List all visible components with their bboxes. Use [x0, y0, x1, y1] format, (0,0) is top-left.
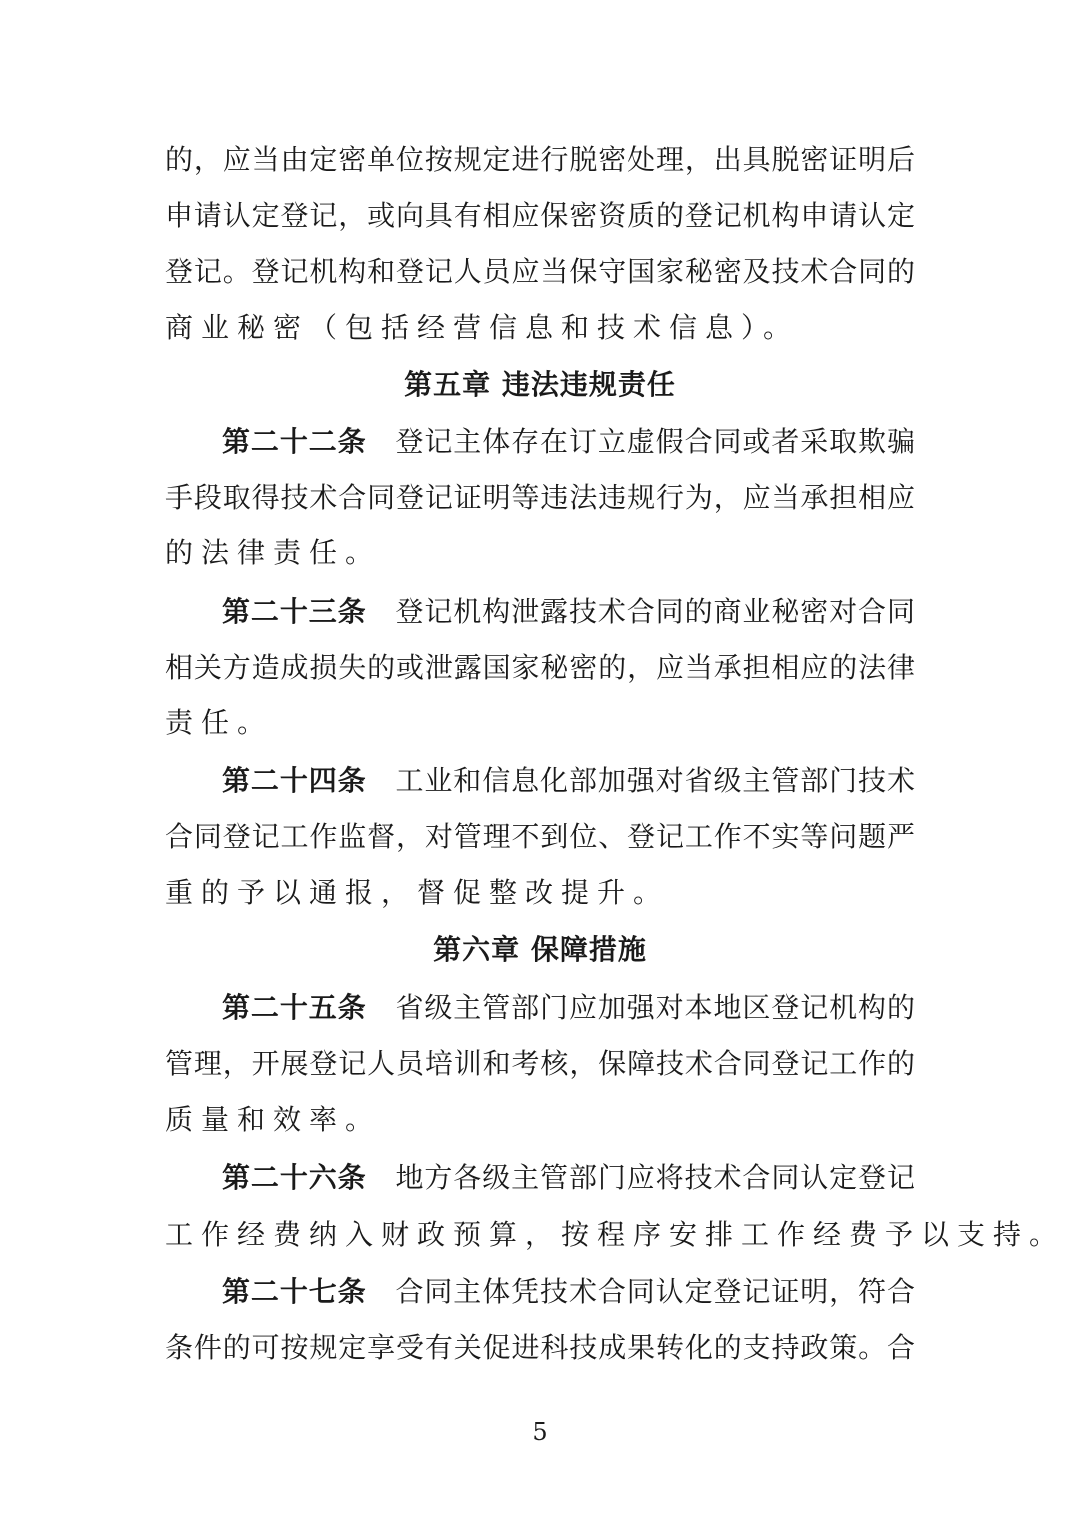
- text-line: 手段取得技术合同登记证明等违法违规行为，应当承担相应: [165, 481, 915, 514]
- text-line: 登记。登记机构和登记人员应当保守国家秘密及技术合同的: [165, 255, 915, 288]
- text-line: 登记主体存在订立虚假合同或者采取欺骗: [395, 425, 915, 458]
- text-line: 工业和信息化部加强对省级主管部门技术: [395, 764, 915, 797]
- article-label: 第二十二条: [222, 425, 367, 458]
- article-label: 第二十三条: [222, 595, 367, 628]
- article-label: 第二十四条: [222, 764, 367, 797]
- article-label: 第二十七条: [222, 1275, 367, 1308]
- text-line: 工作经费纳入财政预算，按程序安排工作经费予以支持。: [165, 1218, 1066, 1251]
- article-23: [222, 592, 915, 632]
- article-27: [222, 1272, 915, 1312]
- text-line: 条件的可按规定享受有关促进科技成果转化的支持政策。合: [165, 1331, 915, 1364]
- text-line: 相关方造成损失的或泄露国家秘密的，应当承担相应的法律: [165, 651, 915, 684]
- text-line: 登记机构泄露技术合同的商业秘密对合同: [395, 595, 915, 628]
- text-line: 的法律责任。: [165, 536, 382, 569]
- text-line: 商业秘密（包括经营信息和技术信息）。: [165, 311, 800, 344]
- article-25: [222, 988, 915, 1028]
- text-line: 重的予以通报，督促整改提升。: [165, 876, 670, 909]
- text-line: 管理，开展登记人员培训和考核，保障技术合同登记工作的: [165, 1047, 915, 1080]
- text-line: 的，应当由定密单位按规定进行脱密处理，出具脱密证明后: [165, 143, 915, 176]
- article-label: 第二十五条: [222, 991, 367, 1024]
- article-24: [222, 761, 915, 801]
- chapter-heading: 第五章 违法违规责任: [404, 368, 676, 401]
- text-line: 合同主体凭技术合同认定登记证明，符合: [395, 1275, 915, 1308]
- text-line: 地方各级主管部门应将技术合同认定登记: [395, 1161, 915, 1194]
- chapter-heading: 第六章 保障措施: [433, 933, 647, 966]
- text-line: 合同登记工作监督，对管理不到位、登记工作不实等问题严: [165, 820, 915, 853]
- text-line: 质量和效率。: [165, 1103, 382, 1136]
- article-26: [222, 1158, 915, 1198]
- article-label: 第二十六条: [222, 1161, 367, 1194]
- text-line: 省级主管部门应加强对本地区登记机构的: [395, 991, 915, 1024]
- page-number: 5: [532, 1418, 548, 1446]
- text-line: 申请认定登记，或向具有相应保密资质的登记机构申请认定: [165, 199, 915, 232]
- text-line: 责任。: [165, 706, 274, 739]
- article-22: [222, 422, 915, 462]
